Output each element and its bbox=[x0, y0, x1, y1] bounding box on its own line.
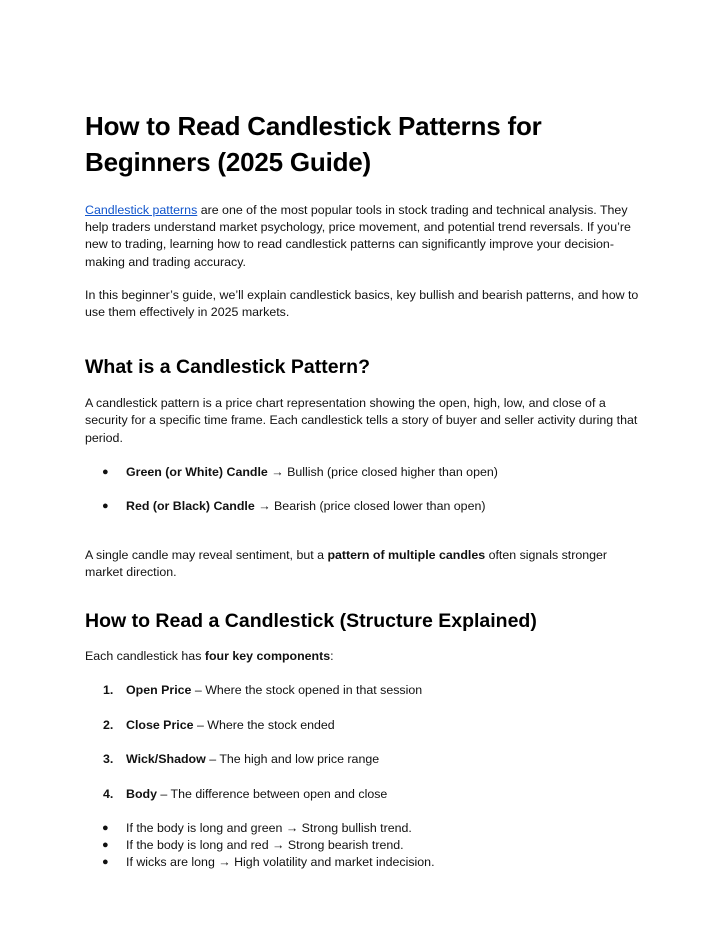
item-bold: Wick/Shadow bbox=[126, 752, 206, 767]
list-item-text: If the body is long and green → Strong bullish trend. bbox=[126, 820, 412, 835]
list-item-text: If the body is long and red → Strong bearish trend. bbox=[126, 837, 404, 852]
closing-text-end: often signals stronger market direction. bbox=[85, 547, 608, 580]
item-bold: Open Price bbox=[126, 683, 192, 698]
intro-paragraph-2: In this beginner’s guide, we’ll explain candlestick basics, key bullish and bearish patterns, and how to use them effectively in 2025 markets. bbox=[85, 287, 639, 320]
numbered-item bbox=[85, 717, 640, 734]
bullet-symbol: ● bbox=[102, 821, 109, 834]
list-item-bold: Green (or White) Candle bbox=[126, 464, 268, 479]
section-heading-how-to-read: How to Read a Candlestick (Structure Explained) bbox=[85, 610, 537, 633]
intro-paragraph bbox=[85, 202, 640, 271]
page-title: How to Read Candlestick Patterns for Beginners (2025 Guide) bbox=[85, 111, 542, 177]
list-item bbox=[85, 837, 640, 854]
section2-intro-bold: four key components bbox=[204, 649, 331, 664]
section1-closing bbox=[85, 547, 640, 581]
item-number: 3. bbox=[103, 752, 114, 767]
numbered-item bbox=[85, 786, 640, 803]
bullet-symbol: ● bbox=[102, 855, 109, 868]
item-text: – The high and low price range bbox=[205, 752, 380, 767]
list-item-text: If wicks are long → High volatility and market indecision. bbox=[126, 854, 435, 869]
section2-intro bbox=[85, 648, 640, 665]
item-bold: Close Price bbox=[126, 717, 194, 732]
section2-intro-end: : bbox=[330, 649, 334, 664]
intro-text: are one of the most popular tools in stock trading and technical analysis. They help traders understand market psychology, price movement, and potential trend reversals. If you’re new to trading, learning how to read candlestick patterns can significantly improve your decision-making and trading accuracy. bbox=[85, 203, 631, 269]
list-item bbox=[85, 820, 640, 837]
list-item bbox=[85, 854, 640, 871]
bullet-symbol: ● bbox=[102, 465, 109, 478]
numbered-item bbox=[85, 751, 640, 768]
item-text: – Where the stock opened in that session bbox=[191, 683, 423, 698]
item-number: 4. bbox=[103, 786, 114, 801]
section1-paragraph: A candlestick pattern is a price chart representation showing the open, high, low, and close of a security for a specific time frame. Each candlestick tells a story of buyer and seller activity during that period. bbox=[85, 396, 638, 445]
item-number: 1. bbox=[103, 683, 114, 698]
list-item-text: → Bullish (price closed higher than open) bbox=[267, 464, 498, 479]
item-number: 2. bbox=[103, 717, 114, 732]
document-page bbox=[85, 108, 640, 871]
bullet-symbol: ● bbox=[102, 838, 109, 851]
list-item bbox=[85, 498, 640, 515]
candlestick-patterns-link[interactable]: Candlestick patterns bbox=[85, 203, 198, 217]
closing-bold: pattern of multiple candles bbox=[327, 547, 486, 562]
numbered-item bbox=[85, 682, 640, 699]
bullet-symbol: ● bbox=[102, 499, 109, 512]
list-item-bold: Red (or Black) Candle bbox=[126, 498, 255, 513]
item-text: – Where the stock ended bbox=[193, 717, 335, 732]
list-item-text: → Bearish (price closed lower than open) bbox=[254, 498, 486, 513]
closing-text: A single candle may reveal sentiment, but a bbox=[85, 547, 328, 562]
item-text: – The difference between open and close bbox=[156, 786, 388, 801]
section2-intro-text: Each candlestick has bbox=[85, 649, 205, 664]
item-bold: Body bbox=[126, 786, 157, 801]
section-heading-what-is: What is a Candlestick Pattern? bbox=[85, 356, 370, 379]
list-item bbox=[85, 464, 640, 481]
